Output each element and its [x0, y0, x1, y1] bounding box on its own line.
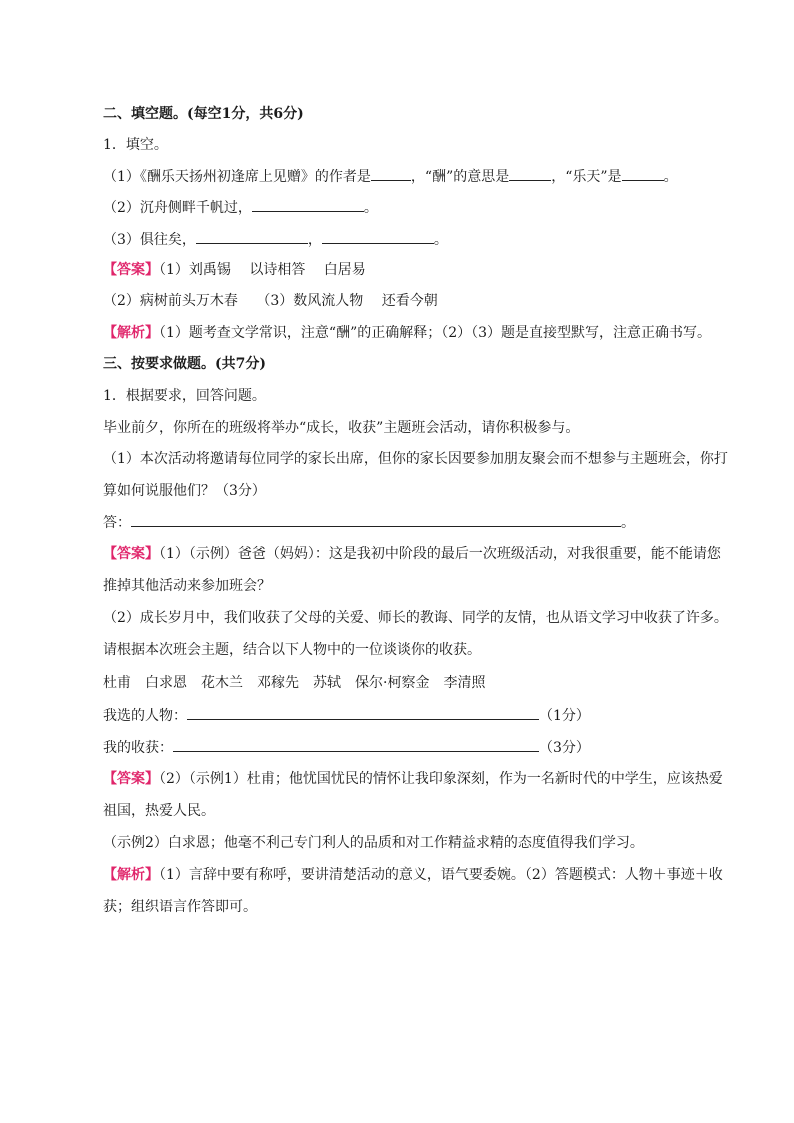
analysis-tag: 【解析】	[103, 325, 159, 341]
section3-sub1-line1: （1）本次活动将邀请每位同学的家长出席，但你的家长因要参加朋友聚会而不想参与主题班会，你打	[103, 451, 728, 467]
section2-heading: 二、填空题。(每空1分，共6分)	[103, 106, 304, 122]
answer-blank[interactable]	[322, 229, 434, 244]
chosen-label: 我选的人物：	[103, 708, 187, 724]
answer-blank[interactable]	[252, 197, 364, 212]
section3-my-gain	[103, 737, 590, 758]
answer-tag: 【答案】	[103, 546, 159, 562]
section3-answer2-line1	[103, 769, 723, 789]
section3-answer-line	[103, 512, 635, 533]
answer-text: （1）刘禹锡 以诗相答 白居易	[159, 262, 366, 278]
section3-sub1-line2: 算如何说服他们？（3分）	[103, 483, 266, 499]
section3-q1-stem: 1．根据要求，回答问题。	[103, 388, 266, 404]
section3-sub2-line1: （2）成长岁月中，我们收获了父母的关爱、师长的教诲、同学的友情，也从语文学习中收获了许多。	[103, 610, 728, 626]
answer-tag: 【答案】	[103, 262, 159, 278]
section2-answer-2: （2）病树前头万木春 （3）数风流人物 还看今朝	[103, 293, 438, 309]
chosen-points: （1分）	[539, 708, 590, 724]
q1-1-text-b: ，“酬”的意思是	[410, 169, 510, 185]
answer-end: 。	[621, 515, 635, 531]
section2-q1-stem: 1．填空。	[103, 137, 168, 153]
q1-3-end: 。	[433, 232, 448, 248]
analysis-text: （1）题考查文学常识，注意“酬”的正确解释；（2）（3）题是直接型默写，注意正确书写。	[159, 325, 712, 341]
section3-analysis-line1	[103, 865, 723, 885]
q1-3-comma: ，	[307, 232, 322, 248]
q1-1-text-c: ，“乐天”是	[551, 169, 622, 185]
q1-2-end: 。	[363, 200, 378, 216]
answer-blank[interactable]	[622, 166, 664, 181]
section2-q1-1	[103, 166, 678, 187]
answer-blank[interactable]	[509, 166, 551, 181]
section3-analysis-line2: 获；组织语言作答即可。	[103, 899, 257, 915]
section3-people-list: 杜甫 白求恩 花木兰 邓稼先 苏轼 保尔·柯察金 李清照	[103, 675, 486, 691]
section2-q1-2	[103, 197, 378, 218]
section3-heading: 三、按要求做题。(共7分)	[103, 356, 266, 372]
gain-blank[interactable]	[173, 737, 539, 752]
section3-answer1-line2: 推掉其他活动来参加班会？	[103, 578, 271, 594]
q1-1-end: 。	[663, 169, 678, 185]
section3-answer2-line2: 祖国，热爱人民。	[103, 803, 215, 819]
answer-text: （1）（示例）爸爸（妈妈）：这是我初中阶段的最后一次班级活动，对我很重要，能不能请您	[159, 546, 721, 562]
analysis-tag: 【解析】	[103, 867, 159, 883]
section2-q1-3	[103, 229, 448, 250]
answer-blank[interactable]	[131, 512, 621, 527]
section2-answer-1	[103, 260, 366, 280]
q1-2-text: （2）沉舟侧畔千帆过，	[103, 200, 252, 216]
answer-prompt: 答：	[103, 515, 131, 531]
answer-text: （2）（示例1）杜甫；他忧国忧民的情怀让我印象深刻，作为一名新时代的中学生，应该热爱	[159, 771, 723, 787]
chosen-person-blank[interactable]	[187, 705, 539, 720]
answer-tag: 【答案】	[103, 771, 159, 787]
section2-analysis	[103, 323, 711, 343]
section3-sub2-line2: 请根据本次班会主题，结合以下人物中的一位谈谈你的收获。	[103, 642, 481, 658]
answer-blank[interactable]	[196, 229, 308, 244]
analysis-text: （1）言辞中要有称呼，要讲清楚活动的意义，语气要委婉。（2）答题模式：人物＋事迹＋收	[159, 867, 723, 883]
gain-points: （3分）	[539, 740, 590, 756]
section3-chosen-person	[103, 705, 590, 726]
section3-answer2-line3: （示例2）白求恩；他毫不利己专门利人的品质和对工作精益求精的态度值得我们学习。	[103, 835, 644, 851]
q1-3-text: （3）俱往矣，	[103, 232, 196, 248]
section3-answer1-line1	[103, 544, 721, 564]
section3-context: 毕业前夕，你所在的班级将举办“成长，收获”主题班会活动，请你积极参与。	[103, 420, 580, 436]
q1-1-text-a: （1）《酬乐天扬州初逢席上见赠》的作者是	[103, 169, 371, 185]
gain-label: 我的收获：	[103, 740, 173, 756]
answer-blank[interactable]	[371, 166, 411, 181]
